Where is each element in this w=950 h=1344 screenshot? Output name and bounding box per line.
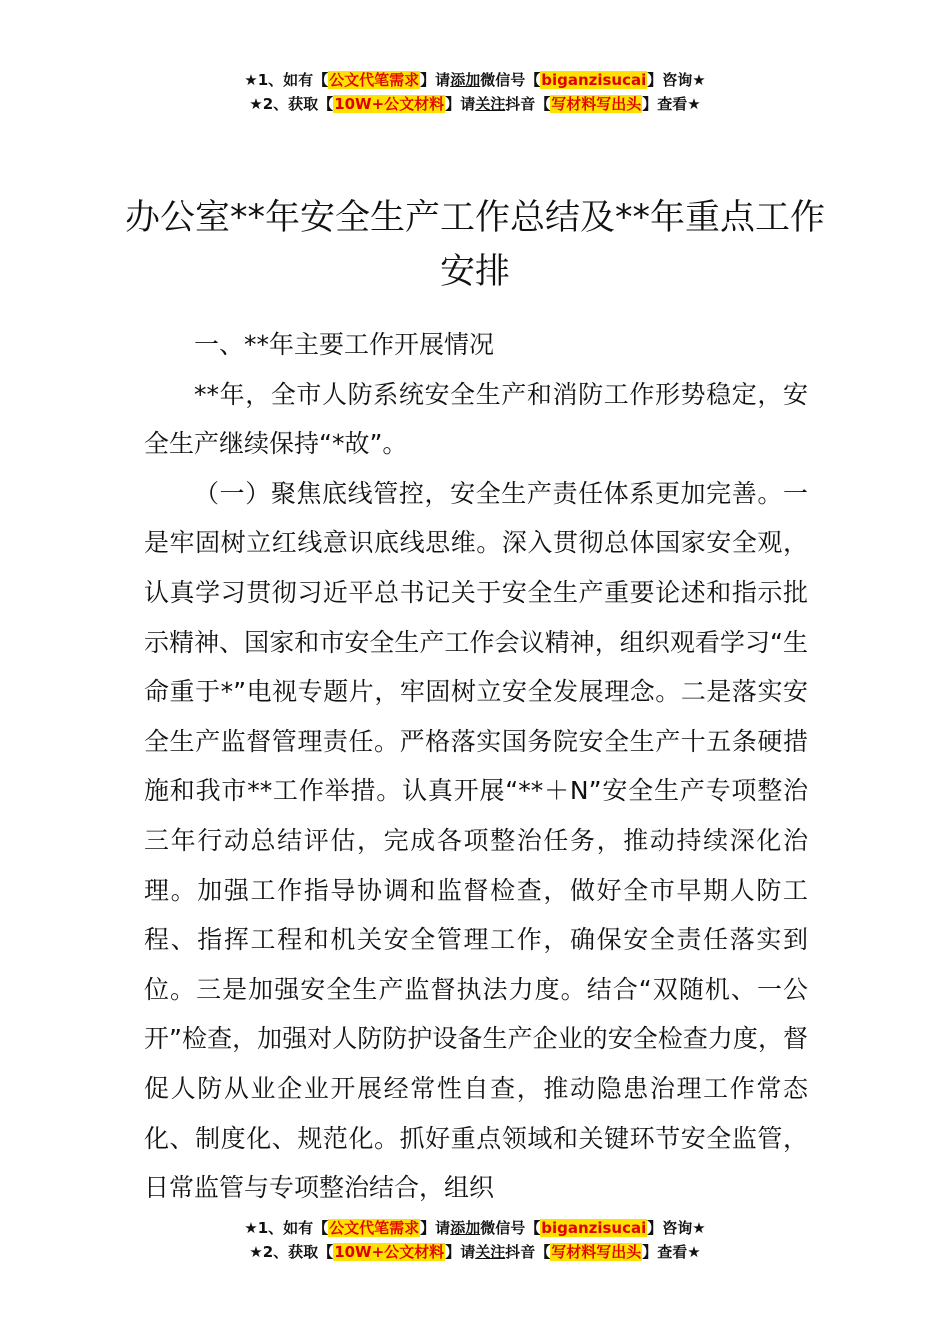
promo-text: 】查看★	[642, 1243, 701, 1261]
promo-text: 】请	[420, 71, 451, 89]
promo-text: 微信号【	[480, 71, 541, 89]
promo-text: 抖音【	[505, 95, 551, 113]
promo-text: ★1、如有【	[244, 71, 329, 89]
promo-text: 】咨询★	[647, 71, 706, 89]
promo-text: 】查看★	[642, 95, 701, 113]
promo-text: ★2、获取【	[249, 95, 334, 113]
promo-highlight: 公文代笔需求	[329, 71, 420, 89]
paragraph: （一）聚焦底线管控，安全生产责任体系更加完善。一是牢固树立红线意识底线思维。深入贯彻总体国家安全观，认真学习贯彻习近平总书记关于安全生产重要论述和指示批示精神、国家和市安全生产工作会议精神，组织观看学习“生命重于*”电视专题片，牢固树立安全发展理念。二是落实安全生产监督管理责任。严格落实国务院安全生产十五条硬措施和我市**工作举措。认真开展“**＋N”安全生产专项整治三年行动总结评估，完成各项整治任务，推动持续深化治理。加强工作指导协调和监督检查，做好全市早期人防工程、指挥工程和机关安全管理工作，确保安全责任落实到位。三是加强安全生产监督执法力度。结合“双随机、一公开”检查，加强对人防防护设备生产企业的安全检查力度，督促人防从业企业开展经常性自查，推动隐患治理工作常态化、制度化、规范化。抓好重点领域和关键环节安全监管，日常监管与专项整治结合，组织	[144, 478, 808, 1203]
promo-underline: 关注	[475, 95, 506, 113]
document-title: 办公室**年安全生产工作总结及**年重点工作安排	[124, 198, 825, 293]
promo-highlight: biganzisucai	[541, 1219, 647, 1237]
promo-text: 微信号【	[480, 1219, 541, 1237]
promo-text: ★2、获取【	[249, 1243, 334, 1261]
promo-banner-top	[0, 68, 950, 116]
promo-underline: 关注	[475, 1243, 506, 1261]
promo-text: 】咨询★	[647, 1219, 706, 1237]
section-heading: 一、**年主要工作开展情况	[194, 330, 495, 359]
paragraph: **年，全市人防系统安全生产和消防工作形势稳定，安全生产继续保持“*故”。	[144, 379, 808, 459]
promo-banner-bottom	[0, 1216, 950, 1264]
promo-text: 】请	[445, 1243, 476, 1261]
promo-highlight: 写材料写出头	[551, 95, 642, 113]
promo-highlight: 10W+公文材料	[334, 95, 445, 113]
promo-underline: 添加	[450, 1219, 481, 1237]
promo-highlight: 10W+公文材料	[334, 1243, 445, 1261]
promo-line-2	[0, 1240, 950, 1264]
promo-highlight: 写材料写出头	[551, 1243, 642, 1261]
promo-text: 】请	[445, 95, 476, 113]
promo-underline: 添加	[450, 71, 481, 89]
promo-line-1	[0, 1216, 950, 1240]
promo-highlight: biganzisucai	[541, 71, 647, 89]
promo-highlight: 公文代笔需求	[329, 1219, 420, 1237]
promo-text: ★1、如有【	[244, 1219, 329, 1237]
promo-text: 抖音【	[505, 1243, 551, 1261]
promo-line-1	[0, 68, 950, 92]
promo-line-2	[0, 92, 950, 116]
document-body	[144, 320, 808, 1213]
promo-text: 】请	[420, 1219, 451, 1237]
